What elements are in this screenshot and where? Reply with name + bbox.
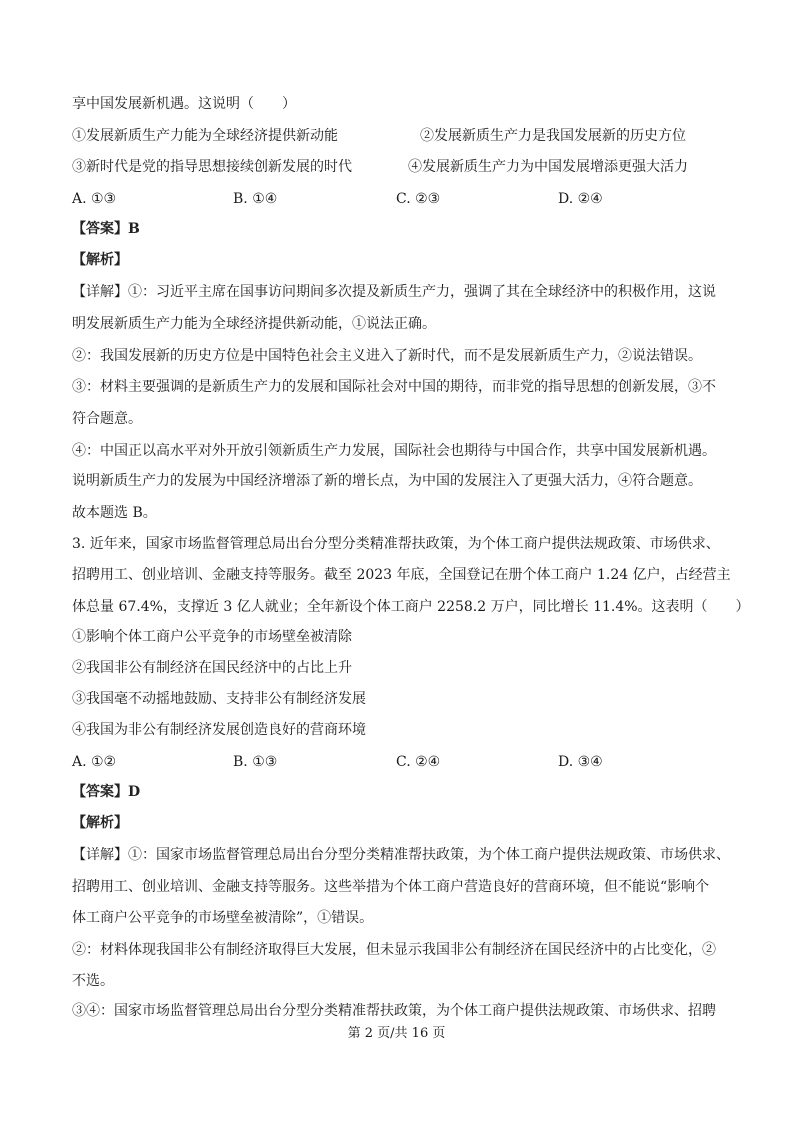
q2-detail-line: 符合题意。 [72, 411, 142, 427]
q3-detail-line: 不选。 [72, 973, 114, 989]
page-number-footer: 第 2 页/共 16 页 [347, 1026, 446, 1041]
q3-detail-line: ②：材料体现我国非公有制经济取得巨大发展，但未显示我国非公有制经济在国民经济中的占比变化，② [72, 942, 716, 958]
q2-analysis-heading: 【解析】 [72, 252, 128, 268]
q3-detail-line: 【详解】①：国家市场监督管理总局出台分型分类精准帮扶政策，为个体工商户提供法规政策、市场供求、 [72, 847, 730, 863]
q3-choice-a: A. ①② [72, 754, 117, 770]
q2-choice-c: C. ②③ [396, 191, 441, 207]
q3-option-2: ②我国非公有制经济在国民经济中的占比上升 [72, 660, 352, 676]
q2-answer: 【答案】B [72, 221, 140, 237]
q3-stem-line: 招聘用工、创业培训、金融支持等服务。截至 2023 年底，全国登记在册个体工商户 1.24 亿户，占经营主 [72, 567, 731, 583]
q3-option-1: ①影响个体工商户公平竞争的市场壁垒被清除 [72, 629, 352, 645]
q3-analysis-heading: 【解析】 [72, 815, 128, 831]
q2-choice-a: A. ①③ [72, 191, 117, 207]
q2-detail-line: 【详解】①：习近平主席在国事访问期间多次提及新质生产力，强调了其在全球经济中的积极作用，这说 [72, 284, 716, 300]
q2-option-1: ①发展新质生产力能为全球经济提供新动能 [72, 128, 338, 144]
q2-option-3: ③新时代是党的指导思想接续创新发展的时代 [72, 159, 352, 175]
q3-choice-b: B. ①③ [233, 754, 278, 770]
q3-option-3: ③我国毫不动摇地鼓励、支持非公有制经济发展 [72, 691, 366, 707]
q2-detail-line: ②：我国发展新的历史方位是中国特色社会主义进入了新时代，而不是发展新质生产力，②说法错误。 [72, 348, 702, 364]
q2-stem-end: 享中国发展新机遇。这说明（ ） [72, 96, 296, 112]
q2-choice-b: B. ①④ [233, 191, 278, 207]
q2-option-2: ②发展新质生产力是我国发展新的历史方位 [420, 128, 686, 144]
q3-stem-line: 体总量 67.4%，支撑近 3 亿人就业；全年新设个体工商户 2258.2 万户，同比增长 11.4%。这表明（ ） [72, 599, 750, 615]
q3-stem-line: 3. 近年来，国家市场监督管理总局出台分型分类精准帮扶政策，为个体工商户提供法规政策、市场供求、 [72, 536, 720, 552]
q3-detail-line: ③④：国家市场监督管理总局出台分型分类精准帮扶政策，为个体工商户提供法规政策、市场供求、招聘 [72, 1003, 716, 1019]
q3-choice-c: C. ②④ [396, 754, 441, 770]
q2-detail-line: ④：中国正以高水平对外开放引领新质生产力发展，国际社会也期待与中国合作，共享中国发展新机遇。 [72, 443, 716, 459]
q2-option-4: ④发展新质生产力为中国发展增添更强大活力 [408, 159, 688, 175]
q3-detail-line: 招聘用工、创业培训、金融支持等服务。这些举措为个体工商户营造良好的营商环境，但不能说“影响个 [72, 879, 710, 895]
q3-answer: 【答案】D [72, 784, 141, 800]
q3-option-4: ④我国为非公有制经济发展创造良好的营商环境 [72, 722, 366, 738]
q2-detail-line: 故本题选 B。 [72, 505, 157, 521]
q2-choice-d: D. ②④ [558, 191, 603, 207]
q2-detail-line: 说明新质生产力的发展为中国经济增添了新的增长点，为中国的发展注入了更强大活力，④符合题意。 [72, 473, 702, 489]
q3-choice-d: D. ③④ [558, 754, 603, 770]
q3-detail-line: 体工商户公平竞争的市场壁垒被清除”，①错误。 [72, 910, 374, 926]
q2-detail-line: ③：材料主要强调的是新质生产力的发展和国际社会对中国的期待，而非党的指导思想的创新发展，③不 [72, 379, 716, 395]
q2-detail-line: 明发展新质生产力能为全球经济提供新动能，①说法正确。 [72, 316, 436, 332]
